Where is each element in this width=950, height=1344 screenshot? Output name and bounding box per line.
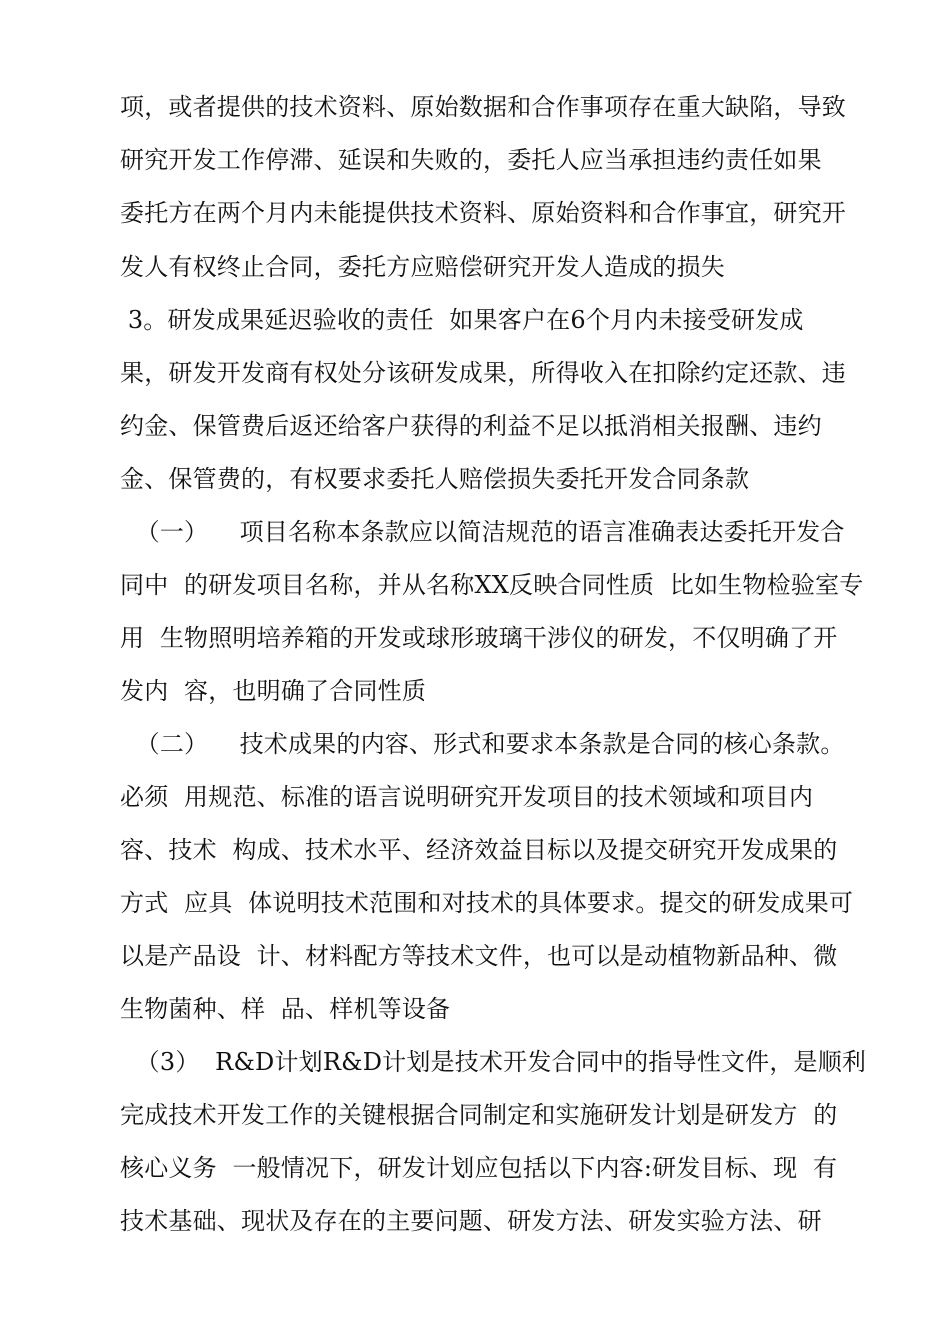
text-line: （一） 项目名称本条款应以简洁规范的语言准确表达委托开发合 bbox=[120, 518, 845, 546]
text-line: 3。研发成果延迟验收的责任 如果客户在6个月内未接受研发成 bbox=[120, 306, 804, 334]
text-line: 同中 的研发项目名称，并从名称XX反映合同性质 比如生物检验室专 bbox=[120, 571, 864, 599]
text-line: 必须 用规范、标准的语言说明研究开发项目的技术领域和项目内 bbox=[120, 783, 814, 811]
text-line: 核心义务 一般情况下，研发计划应包括以下内容:研发目标、现 有 bbox=[120, 1154, 838, 1182]
text-line: 委托方在两个月内未能提供技术资料、原始资料和合作事宜，研究开 bbox=[120, 199, 846, 227]
text-line: 以是产品设 计、材料配方等技术文件，也可以是动植物新品种、微 bbox=[120, 942, 838, 970]
text-line: 完成技术开发工作的关键根据合同制定和实施研发计划是研发方 的 bbox=[120, 1101, 838, 1129]
text-line: 容、技术 构成、技术水平、经济效益目标以及提交研究开发成果的 bbox=[120, 836, 838, 864]
text-line: 用 生物照明培养箱的开发或球形玻璃干涉仪的研发，不仅明确了开 bbox=[120, 624, 838, 652]
text-line: 金、保管费的，有权要求委托人赔偿损失委托开发合同条款 bbox=[120, 465, 750, 493]
text-line: 生物菌种、样 品、样机等设备 bbox=[120, 995, 451, 1023]
text-line: 方式 应具 体说明技术范围和对技术的具体要求。提交的研发成果可 bbox=[120, 889, 854, 917]
text-line: 发人有权终止合同，委托方应赔偿研究开发人造成的损失 bbox=[120, 253, 725, 281]
text-line: 技术基础、现状及存在的主要问题、研发方法、研发实验方法、研 bbox=[120, 1207, 822, 1235]
text-line: （3） R&D计划R&D计划是技术开发合同中的指导性文件，是顺利 bbox=[120, 1048, 867, 1076]
text-line: 约金、保管费后返还给客户获得的利益不足以抵消相关报酬、违约 bbox=[120, 412, 822, 440]
text-line: （二） 技术成果的内容、形式和要求本条款是合同的核心条款。 bbox=[120, 730, 845, 758]
text-line: 发内 容，也明确了合同性质 bbox=[120, 677, 427, 705]
text-line: 研究开发工作停滞、延误和失败的，委托人应当承担违约责任如果 bbox=[120, 146, 822, 174]
text-line: 果，研发开发商有权处分该研发成果，所得收入在扣除约定还款、违 bbox=[120, 359, 846, 387]
text-line: 项，或者提供的技术资料、原始数据和合作事项存在重大缺陷，导致 bbox=[120, 93, 846, 121]
